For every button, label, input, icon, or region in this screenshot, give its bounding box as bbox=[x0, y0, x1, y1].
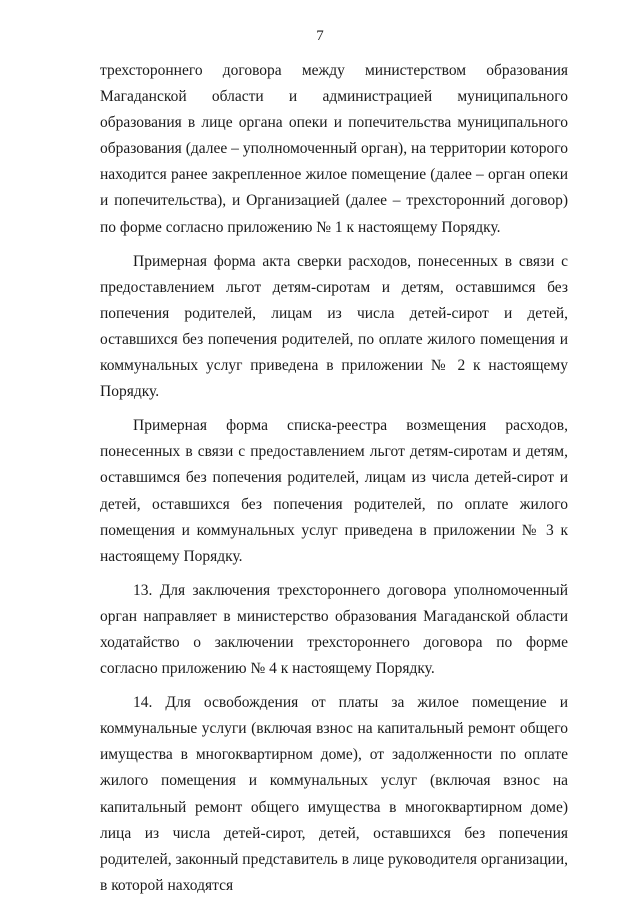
paragraph-item-14: 14. Для освобождения от платы за жилое помещение и коммунальные услуги (включая взнос на капитальный ремонт общего имущества в многоквартирном доме), от задолженности по оплате жилого помещения и коммунальных услуг (включая взнос на капитальный ремонт общего имущества в многоквартирном доме) лица из числа детей-сирот, детей, оставшихся без попечения родителей, законный представитель в лице руководителя организации, в которой находятся bbox=[100, 694, 568, 894]
paragraph-act-form: Примерная форма акта сверки расходов, понесенных в связи с предоставлением льгот детям-сиротам и детям, оставшимся без попечения родителей, лицам из числа детей-сирот и детей, оставшихся без попечения родителей, по оплате жилого помещения и коммунальных услуг приведена в приложении № 2 к настоящему Порядку. bbox=[100, 252, 568, 401]
paragraph-continuation: трехстороннего договора между министерством образования Магаданской области и администрацией муниципального образования в лице органа опеки и попечительства муниципального образования (далее – уполномоченный орган), на территории которого находится ранее закрепленное жилое помещение (далее – орган опеки и попечительства), и Организацией (далее – трехсторонний договор) по форме согласно приложению № 1 к настоящему Порядку. bbox=[100, 62, 568, 236]
paragraph-item-13: 13. Для заключения трехстороннего договора уполномоченный орган направляет в министерство образования Магаданской области ходатайство о заключении трехстороннего договора по форме согласно приложению № 4 к настоящему Порядку. bbox=[100, 581, 568, 678]
document-body bbox=[100, 58, 568, 899]
paragraph-registry-form: Примерная форма списка-реестра возмещения расходов, понесенных в связи с предоставлением льгот детям-сиротам и детям, оставшимся без попечения родителей, лицам из числа детей-сирот и детей, оставшихся без попечения родителей, по оплате жилого помещения и коммунальных услуг приведена в приложении № 3 к настоящему Порядку. bbox=[100, 417, 568, 565]
page-number: 7 bbox=[316, 28, 324, 44]
